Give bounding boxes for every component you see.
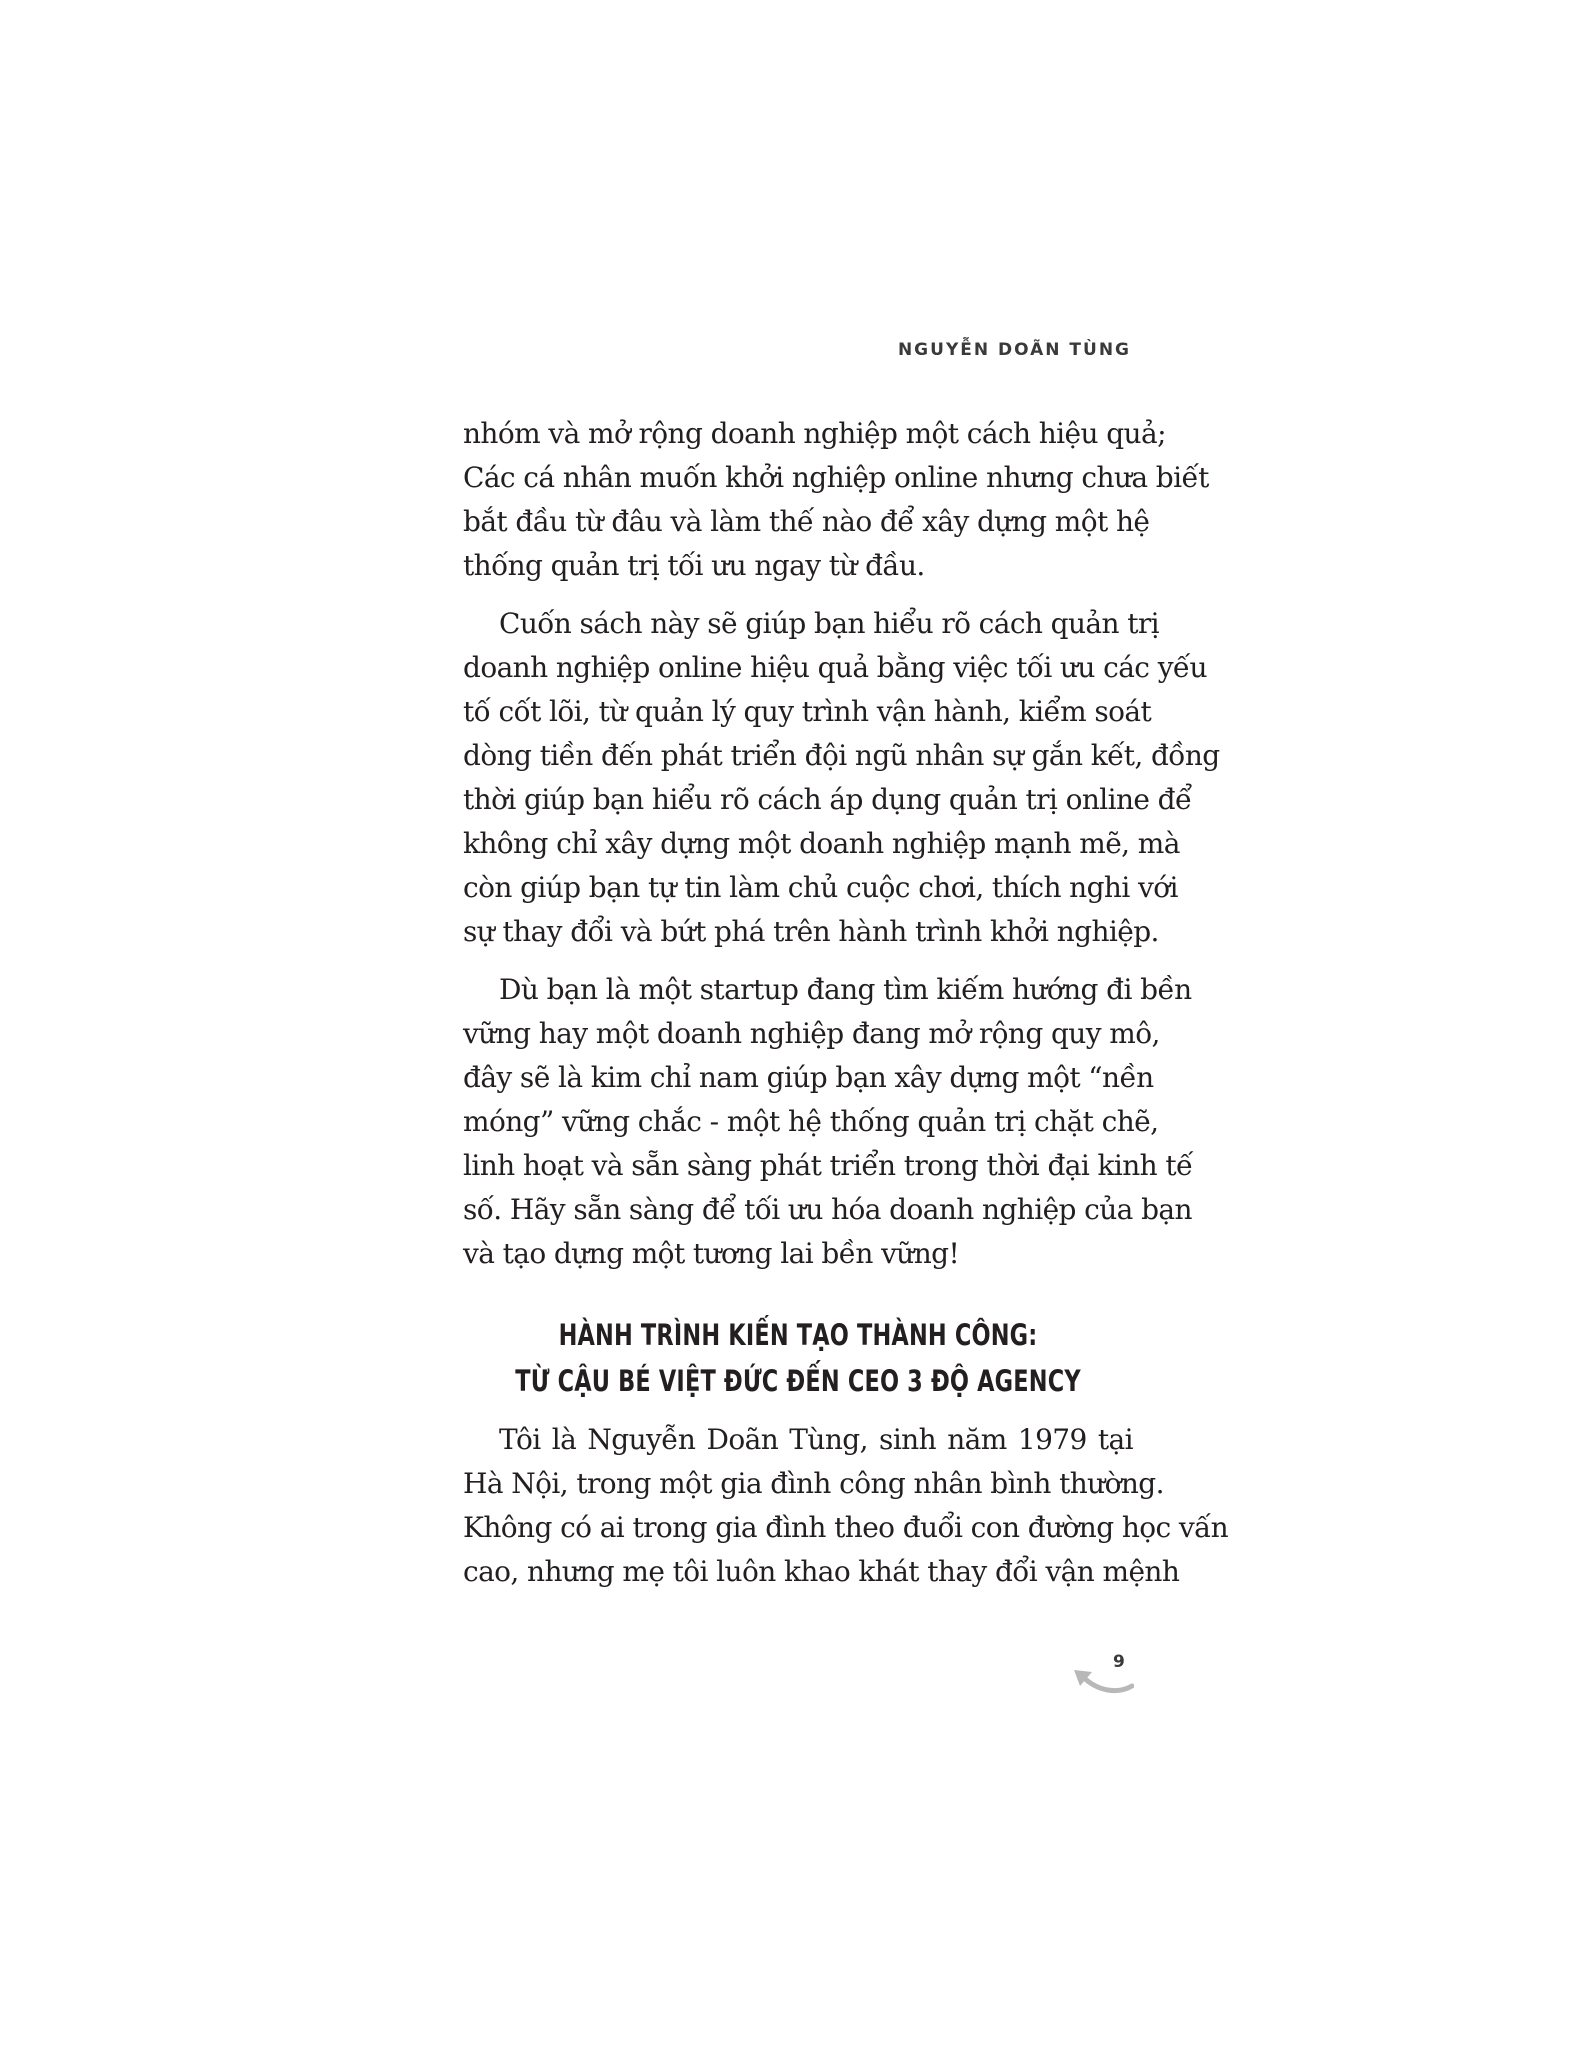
- text-line: thống quản trị tối ưu ngay từ đầu.: [463, 549, 925, 582]
- text-line: linh hoạt và sẵn sàng phát triển trong thời đại kinh tế: [463, 1149, 1193, 1182]
- body-text: [463, 412, 1229, 1608]
- text-line: doanh nghiệp online hiệu quả bằng việc tối ưu các yếu: [463, 651, 1207, 684]
- text-line: tố cốt lõi, từ quản lý quy trình vận hành, kiểm soát: [463, 695, 1152, 728]
- paragraph-1: [463, 412, 1209, 588]
- text-line: Các cá nhân muốn khởi nghiệp online nhưng chưa biết: [463, 461, 1209, 494]
- paragraph-2: [463, 602, 1220, 954]
- text-line: số. Hãy sẵn sàng để tối ưu hóa doanh nghiệp của bạn: [463, 1193, 1192, 1226]
- section-heading: [510, 1312, 1086, 1404]
- text-line: vững hay một doanh nghiệp đang mở rộng quy mô,: [463, 1017, 1160, 1050]
- text-line: nhóm và mở rộng doanh nghiệp một cách hiệu quả;: [463, 417, 1166, 450]
- text-line: sự thay đổi và bứt phá trên hành trình khởi nghiệp.: [463, 915, 1159, 948]
- page-number: 9: [1113, 1652, 1125, 1672]
- text-line: Cuốn sách này sẽ giúp bạn hiểu rõ cách quản trị: [499, 607, 1160, 640]
- text-line: Tôi là Nguyễn Doãn Tùng, sinh năm 1979 tại: [499, 1423, 1133, 1456]
- text-line: bắt đầu từ đâu và làm thế nào để xây dựng một hệ: [463, 505, 1150, 538]
- text-line: còn giúp bạn tự tin làm chủ cuộc chơi, thích nghi với: [463, 871, 1178, 904]
- paragraph-3: [463, 968, 1193, 1276]
- text-line: Dù bạn là một startup đang tìm kiếm hướng đi bền: [499, 973, 1192, 1006]
- section-heading-line-1: HÀNH TRÌNH KIẾN TẠO THÀNH CÔNG:: [558, 1318, 1038, 1352]
- text-line: và tạo dựng một tương lai bền vững!: [463, 1237, 960, 1270]
- text-line: cao, nhưng mẹ tôi luôn khao khát thay đổi vận mệnh: [463, 1555, 1180, 1588]
- section-heading-line-2: TỪ CẬU BÉ VIỆT ĐỨC ĐẾN CEO 3 ĐỘ AGENCY: [515, 1364, 1081, 1398]
- text-line: đây sẽ là kim chỉ nam giúp bạn xây dựng một “nền: [463, 1061, 1154, 1094]
- text-line: Hà Nội, trong một gia đình công nhân bình thường.: [463, 1467, 1164, 1500]
- paragraph-4: [463, 1418, 1229, 1594]
- text-line: Không có ai trong gia đình theo đuổi con đường học vấn: [463, 1511, 1229, 1544]
- text-line: dòng tiền đến phát triển đội ngũ nhân sự gắn kết, đồng: [463, 739, 1220, 772]
- text-line: không chỉ xây dựng một doanh nghiệp mạnh mẽ, mà: [463, 827, 1180, 860]
- curved-arrow-icon: [1070, 1664, 1134, 1700]
- text-line: móng” vững chắc - một hệ thống quản trị chặt chẽ,: [463, 1105, 1159, 1138]
- running-head: NGUYỄN DOÃN TÙNG: [897, 340, 1131, 360]
- text-line: thời giúp bạn hiểu rõ cách áp dụng quản trị online để: [463, 783, 1192, 816]
